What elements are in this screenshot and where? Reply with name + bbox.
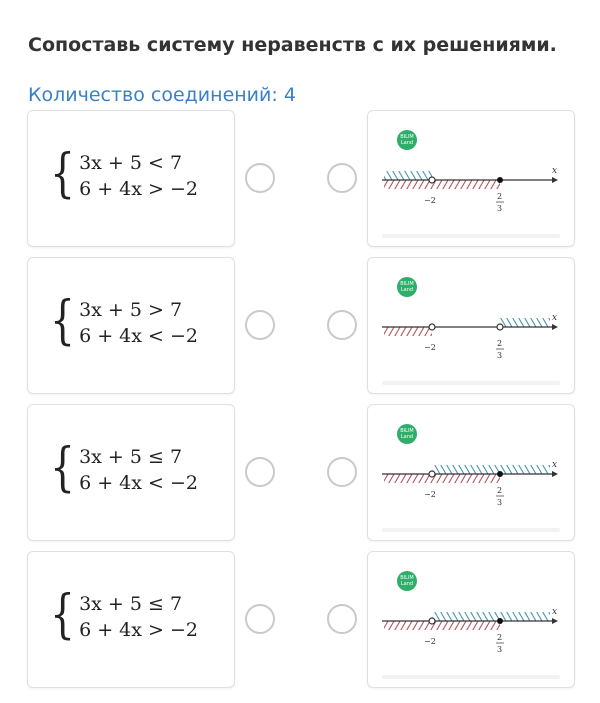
number-line-2 xyxy=(380,308,564,378)
system-1-radio[interactable] xyxy=(245,163,275,193)
page-title: Сопоставь систему неравенств с их решениями. xyxy=(28,34,557,56)
brace-icon: { xyxy=(50,291,75,351)
point-two-thirds xyxy=(497,324,503,330)
blue-hatch xyxy=(432,612,550,621)
axis-arrow-icon xyxy=(552,471,558,477)
brace-icon: { xyxy=(50,585,75,645)
point-two-thirds xyxy=(497,177,503,183)
point-minus-2 xyxy=(429,177,435,183)
axis-label: x xyxy=(552,166,558,176)
point-minus-2 xyxy=(429,471,435,477)
axis-label: x xyxy=(552,313,558,323)
point-minus-2 xyxy=(429,618,435,624)
system-card-2[interactable] xyxy=(27,257,235,394)
axis-arrow-icon xyxy=(552,618,558,624)
number-line-1 xyxy=(380,161,564,231)
inequality-line-1: 3x + 5 < 7 xyxy=(79,152,183,174)
tick-label-num: 2 xyxy=(497,339,503,348)
system-2-radio[interactable] xyxy=(245,310,275,340)
tick-label-num: 2 xyxy=(497,486,503,495)
bilimland-logo: BILIM Land xyxy=(397,424,417,444)
point-two-thirds xyxy=(497,618,503,624)
system-card-1[interactable] xyxy=(27,110,235,247)
red-hatch xyxy=(384,327,432,336)
bilimland-logo: BILIM Land xyxy=(397,571,417,591)
inequality-line-2: 6 + 4x > −2 xyxy=(79,619,198,641)
blue-hatch xyxy=(500,318,550,327)
axis-arrow-icon xyxy=(552,324,558,330)
inequality-system xyxy=(46,291,198,351)
solution-3-radio[interactable] xyxy=(327,457,357,487)
card-footer-bar xyxy=(382,234,560,238)
tick-label-den: 3 xyxy=(497,351,503,360)
number-line-4 xyxy=(380,602,564,672)
point-two-thirds xyxy=(497,471,503,477)
point-minus-2 xyxy=(429,324,435,330)
solution-card-4[interactable] xyxy=(367,551,575,688)
blue-hatch xyxy=(432,465,550,474)
blue-hatch xyxy=(384,171,432,180)
inequality-system xyxy=(46,438,198,498)
brace-icon: { xyxy=(50,144,75,204)
tick-label-den: 3 xyxy=(497,498,503,507)
inequality-line-2: 6 + 4x > −2 xyxy=(79,178,198,200)
solution-card-2[interactable] xyxy=(367,257,575,394)
card-footer-bar xyxy=(382,528,560,532)
bilimland-logo: BILIM Land xyxy=(397,130,417,150)
red-hatch xyxy=(384,180,500,189)
brace-icon: { xyxy=(50,438,75,498)
connections-count: Количество соединений: 4 xyxy=(28,84,296,106)
solution-card-3[interactable] xyxy=(367,404,575,541)
solution-1-radio[interactable] xyxy=(327,163,357,193)
axis-label: x xyxy=(552,607,558,617)
tick-label-num: 2 xyxy=(497,192,503,201)
inequality-system xyxy=(46,144,198,204)
tick-label-left: −2 xyxy=(424,637,436,646)
tick-label-den: 3 xyxy=(497,645,503,654)
axis-label: x xyxy=(552,460,558,470)
tick-label-left: −2 xyxy=(424,196,436,205)
axis-arrow-icon xyxy=(552,177,558,183)
solution-4-radio[interactable] xyxy=(327,604,357,634)
system-3-radio[interactable] xyxy=(245,457,275,487)
tick-label-num: 2 xyxy=(497,633,503,642)
inequality-line-1: 3x + 5 ≤ 7 xyxy=(79,446,183,468)
solution-card-1[interactable] xyxy=(367,110,575,247)
card-footer-bar xyxy=(382,381,560,385)
inequality-line-2: 6 + 4x < −2 xyxy=(79,325,198,347)
tick-label-left: −2 xyxy=(424,490,436,499)
tick-label-left: −2 xyxy=(424,343,436,352)
inequality-line-1: 3x + 5 > 7 xyxy=(79,299,183,321)
red-hatch xyxy=(384,474,500,483)
system-4-radio[interactable] xyxy=(245,604,275,634)
inequality-system xyxy=(46,585,198,645)
red-hatch xyxy=(384,621,500,630)
number-line-3 xyxy=(380,455,564,525)
card-footer-bar xyxy=(382,675,560,679)
tick-label-den: 3 xyxy=(497,204,503,213)
inequality-line-2: 6 + 4x < −2 xyxy=(79,472,198,494)
bilimland-logo: BILIM Land xyxy=(397,277,417,297)
solution-2-radio[interactable] xyxy=(327,310,357,340)
inequality-line-1: 3x + 5 ≤ 7 xyxy=(79,593,183,615)
system-card-3[interactable] xyxy=(27,404,235,541)
system-card-4[interactable] xyxy=(27,551,235,688)
